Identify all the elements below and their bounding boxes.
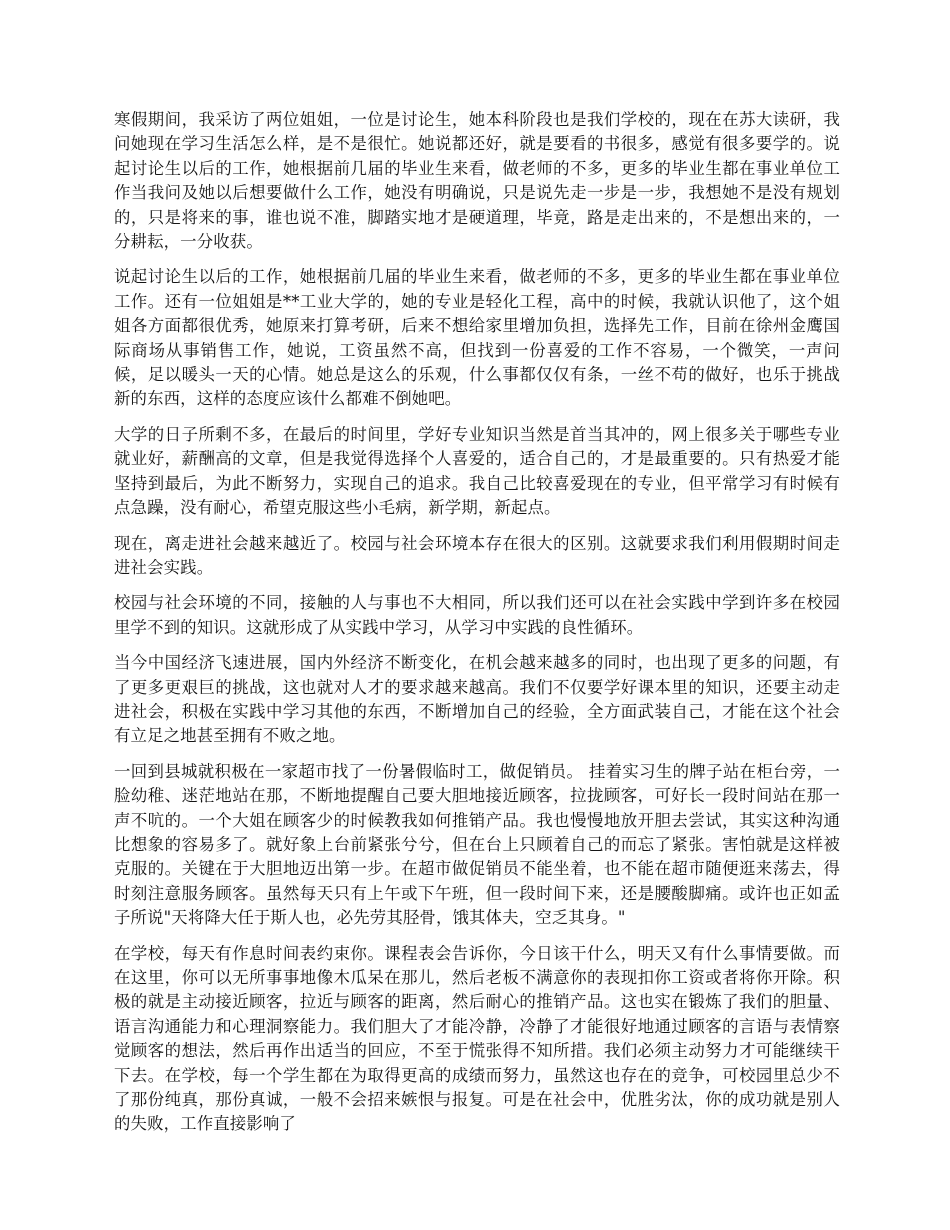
document-body [114,108,840,1148]
paragraph-economic-development: 当今中国经济飞速进展，国内外经济不断变化，在机会越来越多的同时，也出现了更多的问题，有了更多更艰巨的挑战，这也就对人才的要求越来越高。我们不仅要学好课本里的知识，还要主动走进社会，积极在实践中学习其他的东西，不断增加自己的经验，全方面武装自己，才能在这个社会有立足之地甚至拥有不败之地。 [114,653,840,746]
paragraph-second-sister: 说起讨论生以后的工作，她根据前几届的毕业生来看，做老师的不多，更多的毕业生都在事业单位工作。还有一位姐姐是**工业大学的，她的专业是轻化工程，高中的时候，我就认识他了，这个姐姐各方面都很优秀，她原来打算考研，后来不想给家里增加负担，选择先工作，目前在徐州金鹰国际商场从事销售工作，她说，工资虽然不高，但找到一份喜爱的工作不容易，一个微笑，一声问候，足以暖头一天的心情。她总是这么的乐观，什么事都仅仅有条，一丝不苟的做好，也乐于挑战新的东西，这样的态度应该什么都难不倒她吧。 [114,267,840,409]
paragraph-entering-society: 现在，离走进社会越来越近了。校园与社会环境本存在很大的区别。这就要求我们利用假期时间走进社会实践。 [114,533,840,577]
paragraph-remaining-college-days: 大学的日子所剩不多，在最后的时间里，学好专业知识当然是首当其冲的，网上很多关于哪些专业就业好，薪酬高的文章，但是我觉得选择个人喜爱的，适合自己的，才是最重要的。只有热爱才能坚持到最后，为此不断努力，实现自己的追求。我自己比较喜爱现在的专业，但平常学习有时候有点急躁，没有耐心，希望克服这些小毛病，新学期，新起点。 [114,424,840,518]
paragraph-campus-vs-society: 校园与社会环境的不同，接触的人与事也不大相同，所以我们还可以在社会实践中学到许多在校园里学不到的知识。这就形成了从实践中学习，从学习中实践的良性循环。 [114,593,840,637]
paragraph-winter-interview: 寒假期间，我采访了两位姐姐，一位是讨论生，她本科阶段也是我们学校的，现在在苏大读研，我问她现在学习生活怎么样，是不是很忙。她说都还好，就是要看的书很多，感觉有很多要学的。说起讨论生以后的工作，她根据前几届的毕业生来看，做老师的不多，更多的毕业生都在事业单位工作当我问及她以后想要做什么工作，她没有明确说，只是说先走一步是一步，我想她不是没有规划的，只是将来的事，谁也说不准，脚踏实地才是硬道理，毕竟，路是走出来的，不是想出来的，一分耕耘，一分收获。 [114,110,840,252]
paragraph-school-schedule: 在学校，每天有作息时间表约束你。课程表会告诉你，今日该干什么，明天又有什么事情要做。而在这里，你可以无所事事地像木瓜呆在那儿，然后老板不满意你的表现扣你工资或者将你开除。积极的就是主动接近顾客，拉近与顾客的距离，然后耐心的推销产品。这也实在锻炼了我们的胆量、语言沟通能力和心理洞察能力。我们胆大了才能冷静，冷静了才能很好地通过顾客的言语与表情察觉顾客的想法，然后再作出适当的回应，不至于慌张得不知所措。我们必须主动努力才可能继续干下去。在学校，每一个学生都在为取得更高的成绩而努力，虽然这也存在的竞争，可校园里总少不了那份纯真，那份真诚，一般不会招来嫉恨与报复。可是在社会中，优胜劣汰，你的成功就是别人的失败，工作直接影响了 [114,943,840,1134]
paragraph-supermarket-job: 一回到县城就积极在一家超市找了一份暑假临时工，做促销员。 挂着实习生的牌子站在柜台旁，一脸幼稚、迷茫地站在那，不断地提醒自己要大胆地接近顾客，拉拢顾客，可好长一段时间站在那一声不吭的。一个大姐在顾客少的时候教我如何推销产品。我也慢慢地放开胆去尝试，其实这种沟通比想象的容易多了。就好象上台前紧张兮兮，但在台上只顾着自己的而忘了紧张。害怕就是这样被克服的。关键在于大胆地迈出第一步。在超市做促销员不能坐着，也不能在超市随便逛来荡去，得时刻注意服务顾客。虽然每天只有上午或下午班，但一段时间下来，还是腰酸脚痛。或许也正如孟子所说"天将降大任于斯人也，必先劳其胫骨，饿其体夫，空乏其身。" [114,761,840,928]
